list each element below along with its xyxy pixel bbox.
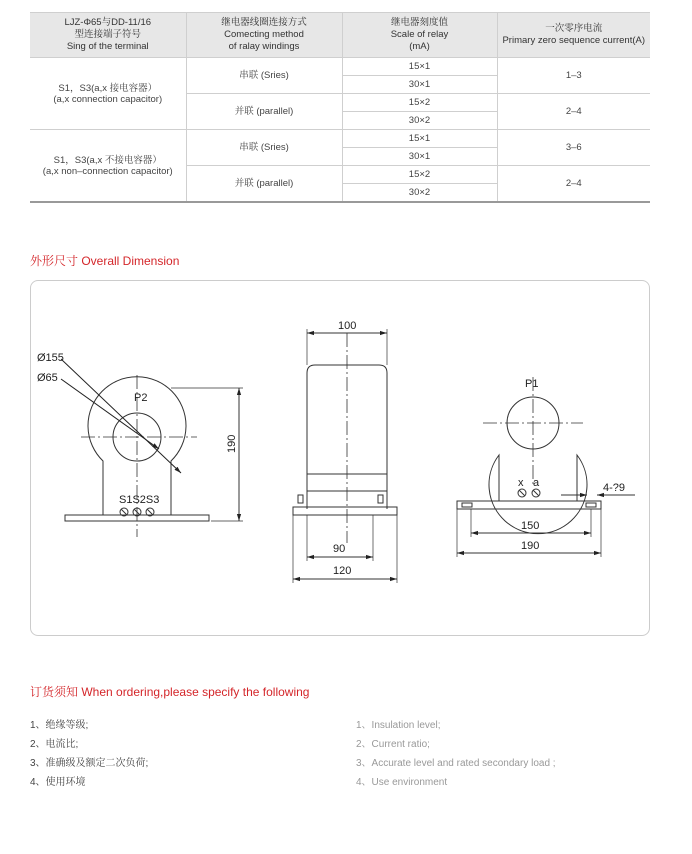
header-scale-line3: (mA) [409, 41, 430, 52]
label-width-120: 120 [333, 565, 352, 577]
ordering-title: 订货须知 When ordering,please specify the following [30, 685, 310, 699]
header-terminal-line2: 型连接端子符号 [74, 29, 141, 40]
terminal-line1: S1，S3(a,x 接电容器） [58, 82, 158, 94]
terminal-cell [30, 58, 186, 130]
label-p1: P1 [525, 378, 539, 390]
technical-drawing [31, 281, 651, 637]
label-width-90: 90 [333, 543, 346, 555]
header-current-line1: 一次零序电流 [545, 23, 603, 34]
table-row [30, 130, 650, 148]
current-cell: 3–6 [497, 130, 650, 166]
ordering-list-en [356, 716, 556, 792]
scale-cell: 15×1 [342, 130, 497, 148]
label-height-190: 190 [226, 434, 238, 453]
scale-cell: 30×1 [342, 76, 497, 94]
header-terminal-line3: Sing of the terminal [66, 41, 149, 52]
method-cell: 并联 (parallel) [186, 166, 342, 203]
label-p2: P2 [134, 392, 148, 404]
label-width-150: 150 [521, 520, 540, 532]
table-header-row [30, 13, 650, 58]
list-item: 3、准确级及额定二次负荷; [30, 758, 149, 769]
current-cell: 2–4 [497, 94, 650, 130]
middle-view-base [293, 507, 397, 515]
specification-table [30, 12, 650, 203]
list-item: 2、Current ratio; [356, 739, 430, 750]
label-width-190: 190 [521, 540, 540, 552]
header-method-line3: of ralay windings [228, 41, 300, 52]
scale-cell: 15×2 [342, 166, 497, 184]
right-view [457, 377, 635, 557]
header-method-line1: 继电器线圈连接方式 [221, 17, 307, 28]
header-scale [342, 13, 497, 58]
header-current [497, 13, 650, 58]
header-current-line2: Primary zero sequence current(A) [502, 35, 646, 46]
method-cell: 串联 (Sries) [186, 130, 342, 166]
list-item: 3、Accurate level and rated secondary load ; [356, 758, 556, 769]
dimension-drawing [30, 280, 650, 636]
right-view-base [457, 501, 601, 509]
label-width-100: 100 [338, 320, 357, 332]
left-view [61, 359, 243, 537]
terminal-line1: S1，S3(a,x 不接电容器） [53, 154, 162, 166]
current-cell: 1–3 [497, 58, 650, 94]
list-item: 1、Insulation level; [356, 720, 441, 731]
label-outer-diameter: Ø155 [37, 352, 64, 364]
list-item: 2、电流比; [30, 739, 79, 750]
method-cell: 并联 (parallel) [186, 94, 342, 130]
list-item: 1、绝缘等级; [30, 720, 89, 731]
terminal-line2: (a,x non–connection capacitor) [42, 165, 173, 177]
dimension-title: 外形尺寸 Overall Dimension [30, 254, 180, 268]
list-item: 4、Use environment [356, 777, 448, 788]
label-mounting-holes: 4-?9 [603, 482, 626, 494]
scale-cell: 30×2 [342, 112, 497, 130]
label-terminal-x: x [518, 477, 524, 489]
table-row [30, 58, 650, 76]
label-terminal-a: a [533, 477, 540, 489]
header-scale-line1: 继电器刻度值 [390, 17, 448, 28]
scale-cell: 30×2 [342, 184, 497, 203]
scale-cell: 15×1 [342, 58, 497, 76]
scale-cell: 15×2 [342, 94, 497, 112]
header-scale-line2: Scale of relay [390, 29, 449, 40]
label-terminals-front: S1S2S3 [119, 494, 160, 506]
list-item: 4、使用环境 [30, 777, 86, 788]
header-terminal [30, 13, 186, 58]
ordering-list-cn [30, 716, 148, 792]
header-terminal-line1: LJZ-Φ65与DD-11/16 [64, 17, 152, 28]
current-cell: 2–4 [497, 166, 650, 203]
header-method [186, 13, 342, 58]
terminal-cell [30, 130, 186, 203]
method-cell: 串联 (Sries) [186, 58, 342, 94]
terminal-line2: (a,x connection capacitor) [53, 93, 163, 105]
label-inner-diameter: Ø65 [37, 372, 58, 384]
header-method-line2: Comecting method [224, 29, 304, 40]
scale-cell: 30×1 [342, 148, 497, 166]
